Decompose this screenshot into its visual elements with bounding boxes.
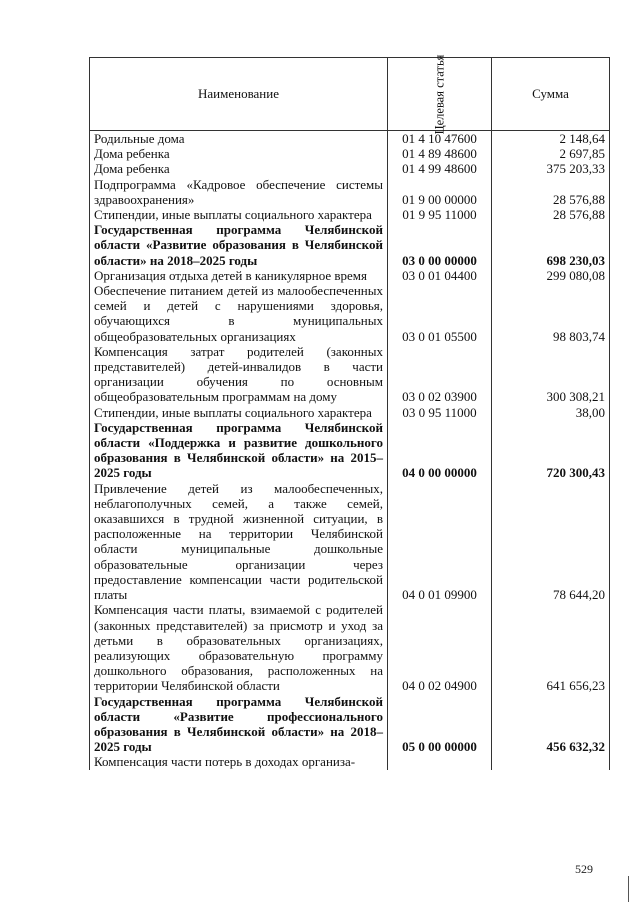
- table-row: [90, 694, 610, 755]
- row-name-cell: Государственная программа Челябинской области «Развитие профессионального образования в Челябинской области» на 2018–2025 годы: [90, 694, 388, 755]
- page-number: 529: [575, 862, 593, 876]
- row-code-cell: 04 0 02 04900: [388, 602, 492, 693]
- row-sum-cell: 98 803,74: [492, 283, 610, 344]
- row-name-cell: Дома ребенка: [90, 161, 388, 176]
- row-sum-cell: 641 656,23: [492, 602, 610, 693]
- row-name-cell: Подпрограмма «Кадровое обеспечение системы здравоохранения»: [90, 177, 388, 207]
- row-sum-cell: [492, 754, 610, 769]
- header-sum: Сумма: [492, 58, 610, 131]
- row-code-cell: 03 0 01 04400: [388, 268, 492, 283]
- table-row: [90, 602, 610, 693]
- row-name-cell: Государственная программа Челябинской области «Развитие образования в Челябинской области» на 2018–2025 годы: [90, 222, 388, 268]
- row-sum-cell: 698 230,03: [492, 222, 610, 268]
- row-name-cell: Стипендии, иные выплаты социального характера: [90, 207, 388, 222]
- row-sum-cell: 2 697,85: [492, 146, 610, 161]
- row-sum-cell: 456 632,32: [492, 694, 610, 755]
- row-sum-cell: 720 300,43: [492, 420, 610, 481]
- table-row: [90, 754, 610, 769]
- table-row: [90, 161, 610, 176]
- row-name-cell: Дома ребенка: [90, 146, 388, 161]
- row-name-cell: Привлечение детей из малообеспеченных, неблагополучных семей, а также семей, оказавшихся в трудной жизненной ситуации, в расположенные на территории Челябинской области муниципальные дошкольные образовательные организации через предоставление компенсации части родительской платы: [90, 481, 388, 603]
- table-row: [90, 344, 610, 405]
- row-sum-cell: 28 576,88: [492, 177, 610, 207]
- row-code-cell: 03 0 01 05500: [388, 283, 492, 344]
- budget-table: [89, 54, 610, 770]
- row-code-cell: 03 0 02 03900: [388, 344, 492, 405]
- row-sum-cell: 299 080,08: [492, 268, 610, 283]
- table-row: [90, 420, 610, 481]
- row-code-cell: 01 4 99 48600: [388, 161, 492, 176]
- table-row: [90, 222, 610, 268]
- row-code-cell: 01 4 89 48600: [388, 146, 492, 161]
- row-sum-cell: 38,00: [492, 405, 610, 420]
- row-code-cell: 03 0 00 00000: [388, 222, 492, 268]
- row-sum-cell: 2 148,64: [492, 131, 610, 147]
- header-name: Наименование: [90, 58, 388, 131]
- row-name-cell: Обеспечение питанием детей из малообеспеченных семей и детей с нарушениями здоровья, обучающихся в муниципальных общеобразовательных организациях: [90, 283, 388, 344]
- table-row: [90, 283, 610, 344]
- row-name-cell: Государственная программа Челябинской области «Поддержка и развитие дошкольного образования в Челябинской области» на 2015–2025 годы: [90, 420, 388, 481]
- row-code-cell: [388, 754, 492, 769]
- row-name-cell: Компенсация части платы, взимаемой с родителей (законных представителей) за присмотр и уход за детьми в образовательных организациях, реализующих образовательную программу дошкольного образования, расположенных на территории Челябинской области: [90, 602, 388, 693]
- table-row: [90, 481, 610, 603]
- row-name-cell: Родильные дома: [90, 131, 388, 147]
- row-name-cell: Компенсация затрат родителей (законных представителей) детей-инвалидов в части организации обучения по основным общеобразовательным программам на дому: [90, 344, 388, 405]
- header-code-label: Целевая статья: [431, 54, 446, 135]
- table-row: [90, 131, 610, 147]
- header-code: [388, 54, 492, 135]
- table-row: [90, 177, 610, 207]
- row-sum-cell: 78 644,20: [492, 481, 610, 603]
- row-sum-cell: 28 576,88: [492, 207, 610, 222]
- page-edge-mark: [628, 876, 629, 902]
- row-code-cell: 01 9 00 00000: [388, 177, 492, 207]
- row-name-cell: Стипендии, иные выплаты социального характера: [90, 405, 388, 420]
- table-row: [90, 405, 610, 420]
- row-code-cell: 04 0 01 09900: [388, 481, 492, 603]
- row-code-cell: 01 9 95 11000: [388, 207, 492, 222]
- row-code-cell: 01 4 10 47600: [388, 131, 492, 147]
- row-code-cell: 03 0 95 11000: [388, 405, 492, 420]
- row-sum-cell: 300 308,21: [492, 344, 610, 405]
- table-row: [90, 268, 610, 283]
- row-name-cell: Организация отдыха детей в каникулярное время: [90, 268, 388, 283]
- row-name-cell: Компенсация части потерь в доходах организа-: [90, 754, 388, 769]
- table-row: [90, 146, 610, 161]
- row-sum-cell: 375 203,33: [492, 161, 610, 176]
- row-code-cell: 05 0 00 00000: [388, 694, 492, 755]
- table-row: [90, 207, 610, 222]
- table-header-row: [90, 58, 610, 131]
- row-code-cell: 04 0 00 00000: [388, 420, 492, 481]
